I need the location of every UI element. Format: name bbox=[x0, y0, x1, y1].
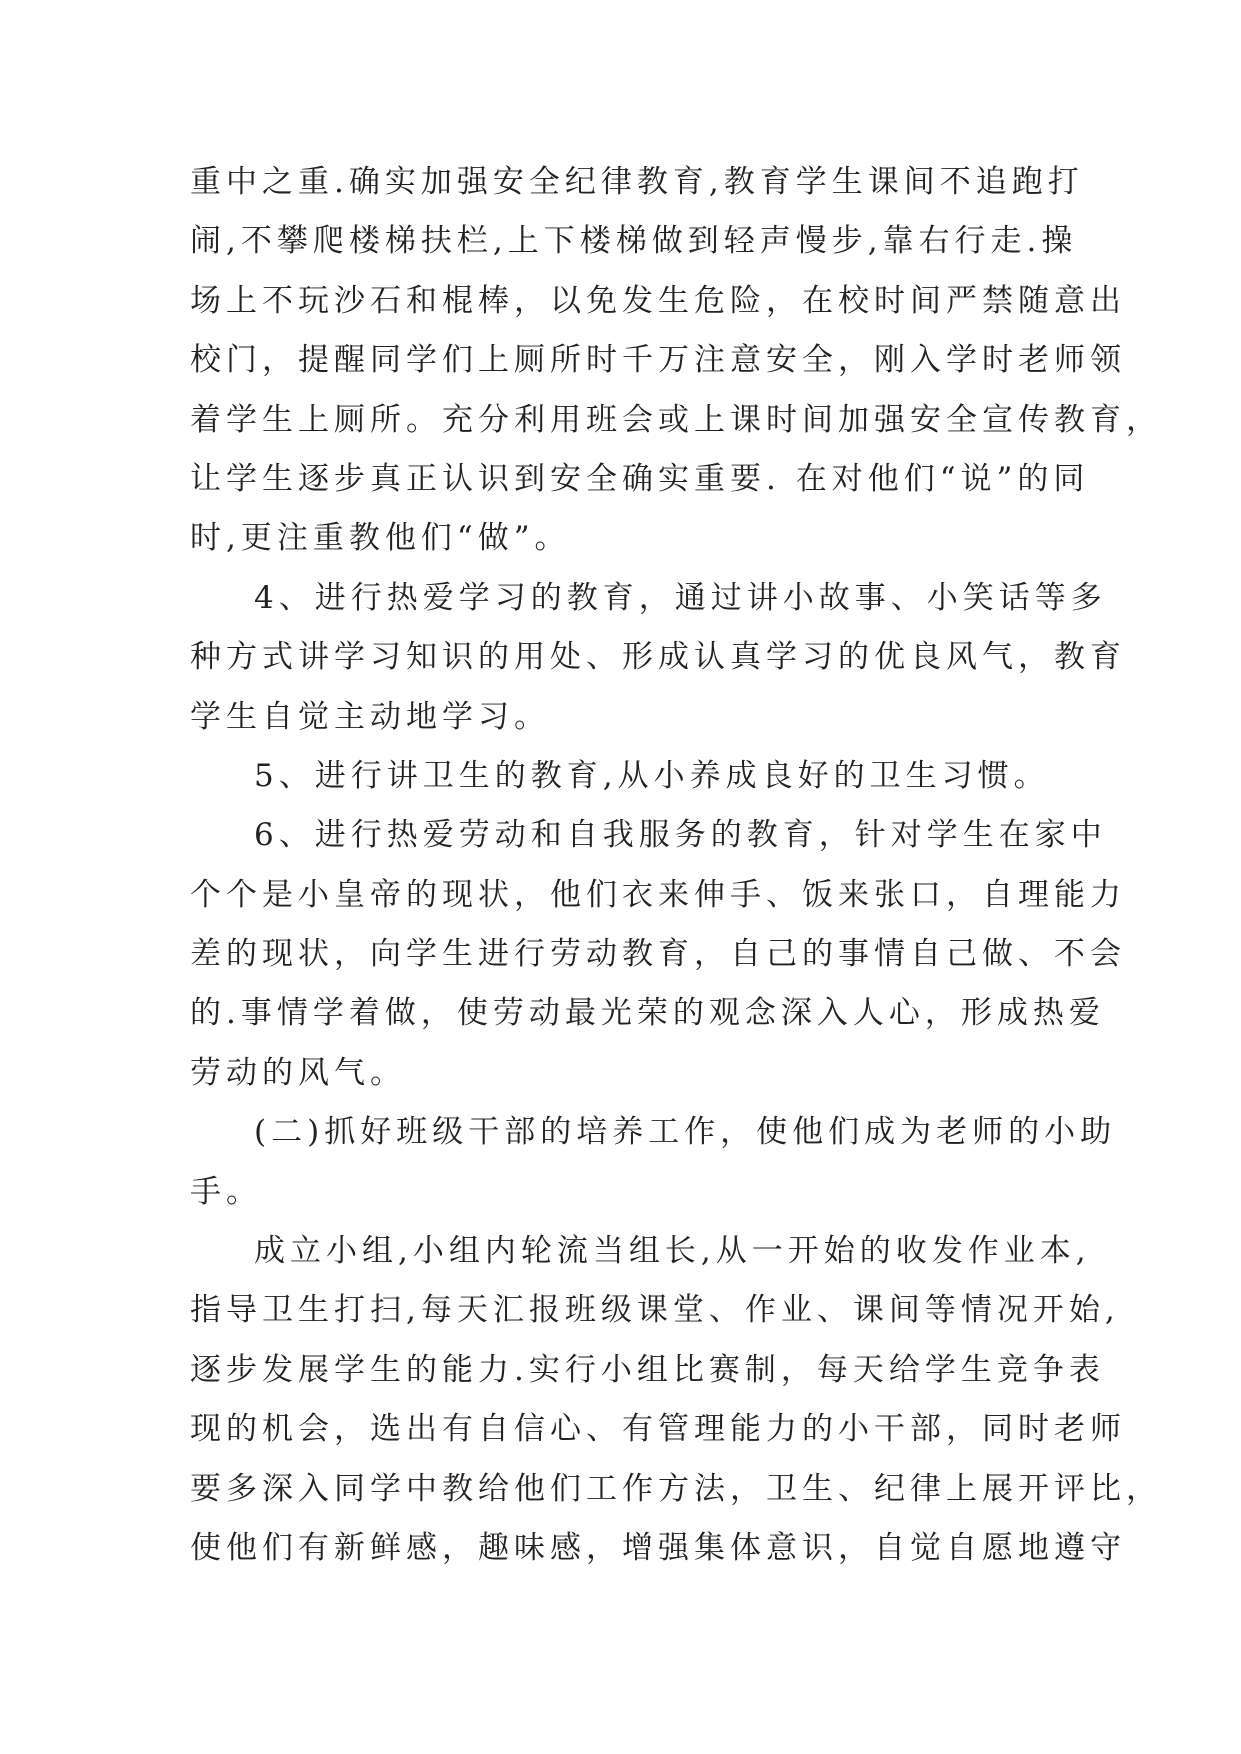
text-line: 差的现状，向学生进行劳动教育，自己的事情自己做、不会 bbox=[190, 936, 1126, 973]
text-line: 的.事情学着做，使劳动最光荣的观念深入人心，形成热爱 bbox=[190, 995, 1105, 1032]
text-line: 要多深入同学中教给他们工作方法，卫生、纪律上展开评比， bbox=[190, 1470, 1162, 1507]
text-line: 让学生逐步真正认识到安全确实重要. 在对他们“说”的同 bbox=[190, 460, 1090, 497]
text-line: 校门，提醒同学们上厕所时千万注意安全，刚入学时老师领 bbox=[190, 342, 1126, 379]
text-line: 闹,不攀爬楼梯扶栏,上下楼梯做到轻声慢步,靠右行走.操 bbox=[190, 223, 1078, 260]
text-line: 种方式讲学习知识的用处、形成认真学习的优良风气，教育 bbox=[190, 639, 1126, 676]
paragraph-6-start: 6、进行热爱劳动和自我服务的教育，针对学生在家中 bbox=[254, 817, 1107, 854]
text-line: 使他们有新鲜感，趣味感，增强集体意识，自觉自愿地遵守 bbox=[190, 1529, 1126, 1566]
text-line: 学生自觉主动地学习。 bbox=[190, 698, 550, 735]
text-line: 场上不玩沙石和棍棒，以免发生危险，在校时间严禁随意出 bbox=[190, 282, 1126, 319]
document-body bbox=[190, 153, 1162, 1578]
text-line: 现的机会，选出有自信心、有管理能力的小干部，同时老师 bbox=[190, 1411, 1126, 1448]
text-line: 指导卫生打扫,每天汇报班级课堂、作业、课间等情况开始, bbox=[190, 1292, 1120, 1329]
paragraph-4-start: 4、进行热爱学习的教育，通过讲小故事、小笑话等多 bbox=[254, 579, 1107, 616]
paragraph-start: 成立小组,小组内轮流当组长,从一开始的收发作业本, bbox=[254, 1233, 1091, 1270]
paragraph-5-start: 5、进行讲卫生的教育,从小养成良好的卫生习惯。 bbox=[254, 757, 1050, 794]
text-line: 个个是小皇帝的现状，他们衣来伸手、饭来张口，自理能力 bbox=[190, 876, 1126, 913]
text-line: 着学生上厕所。充分利用班会或上课时间加强安全宣传教育， bbox=[190, 401, 1162, 438]
section-heading: (二)抓好班级干部的培养工作，使他们成为老师的小助 bbox=[254, 1114, 1117, 1151]
text-line: 重中之重.确实加强安全纪律教育,教育学生课间不追跑打 bbox=[190, 164, 1084, 200]
text-line: 时,更注重教他们“做”。 bbox=[190, 520, 571, 557]
text-line: 手。 bbox=[190, 1173, 262, 1210]
text-line: 逐步发展学生的能力.实行小组比赛制，每天给学生竞争表 bbox=[190, 1351, 1105, 1388]
text-line: 劳动的风气。 bbox=[190, 1054, 406, 1091]
